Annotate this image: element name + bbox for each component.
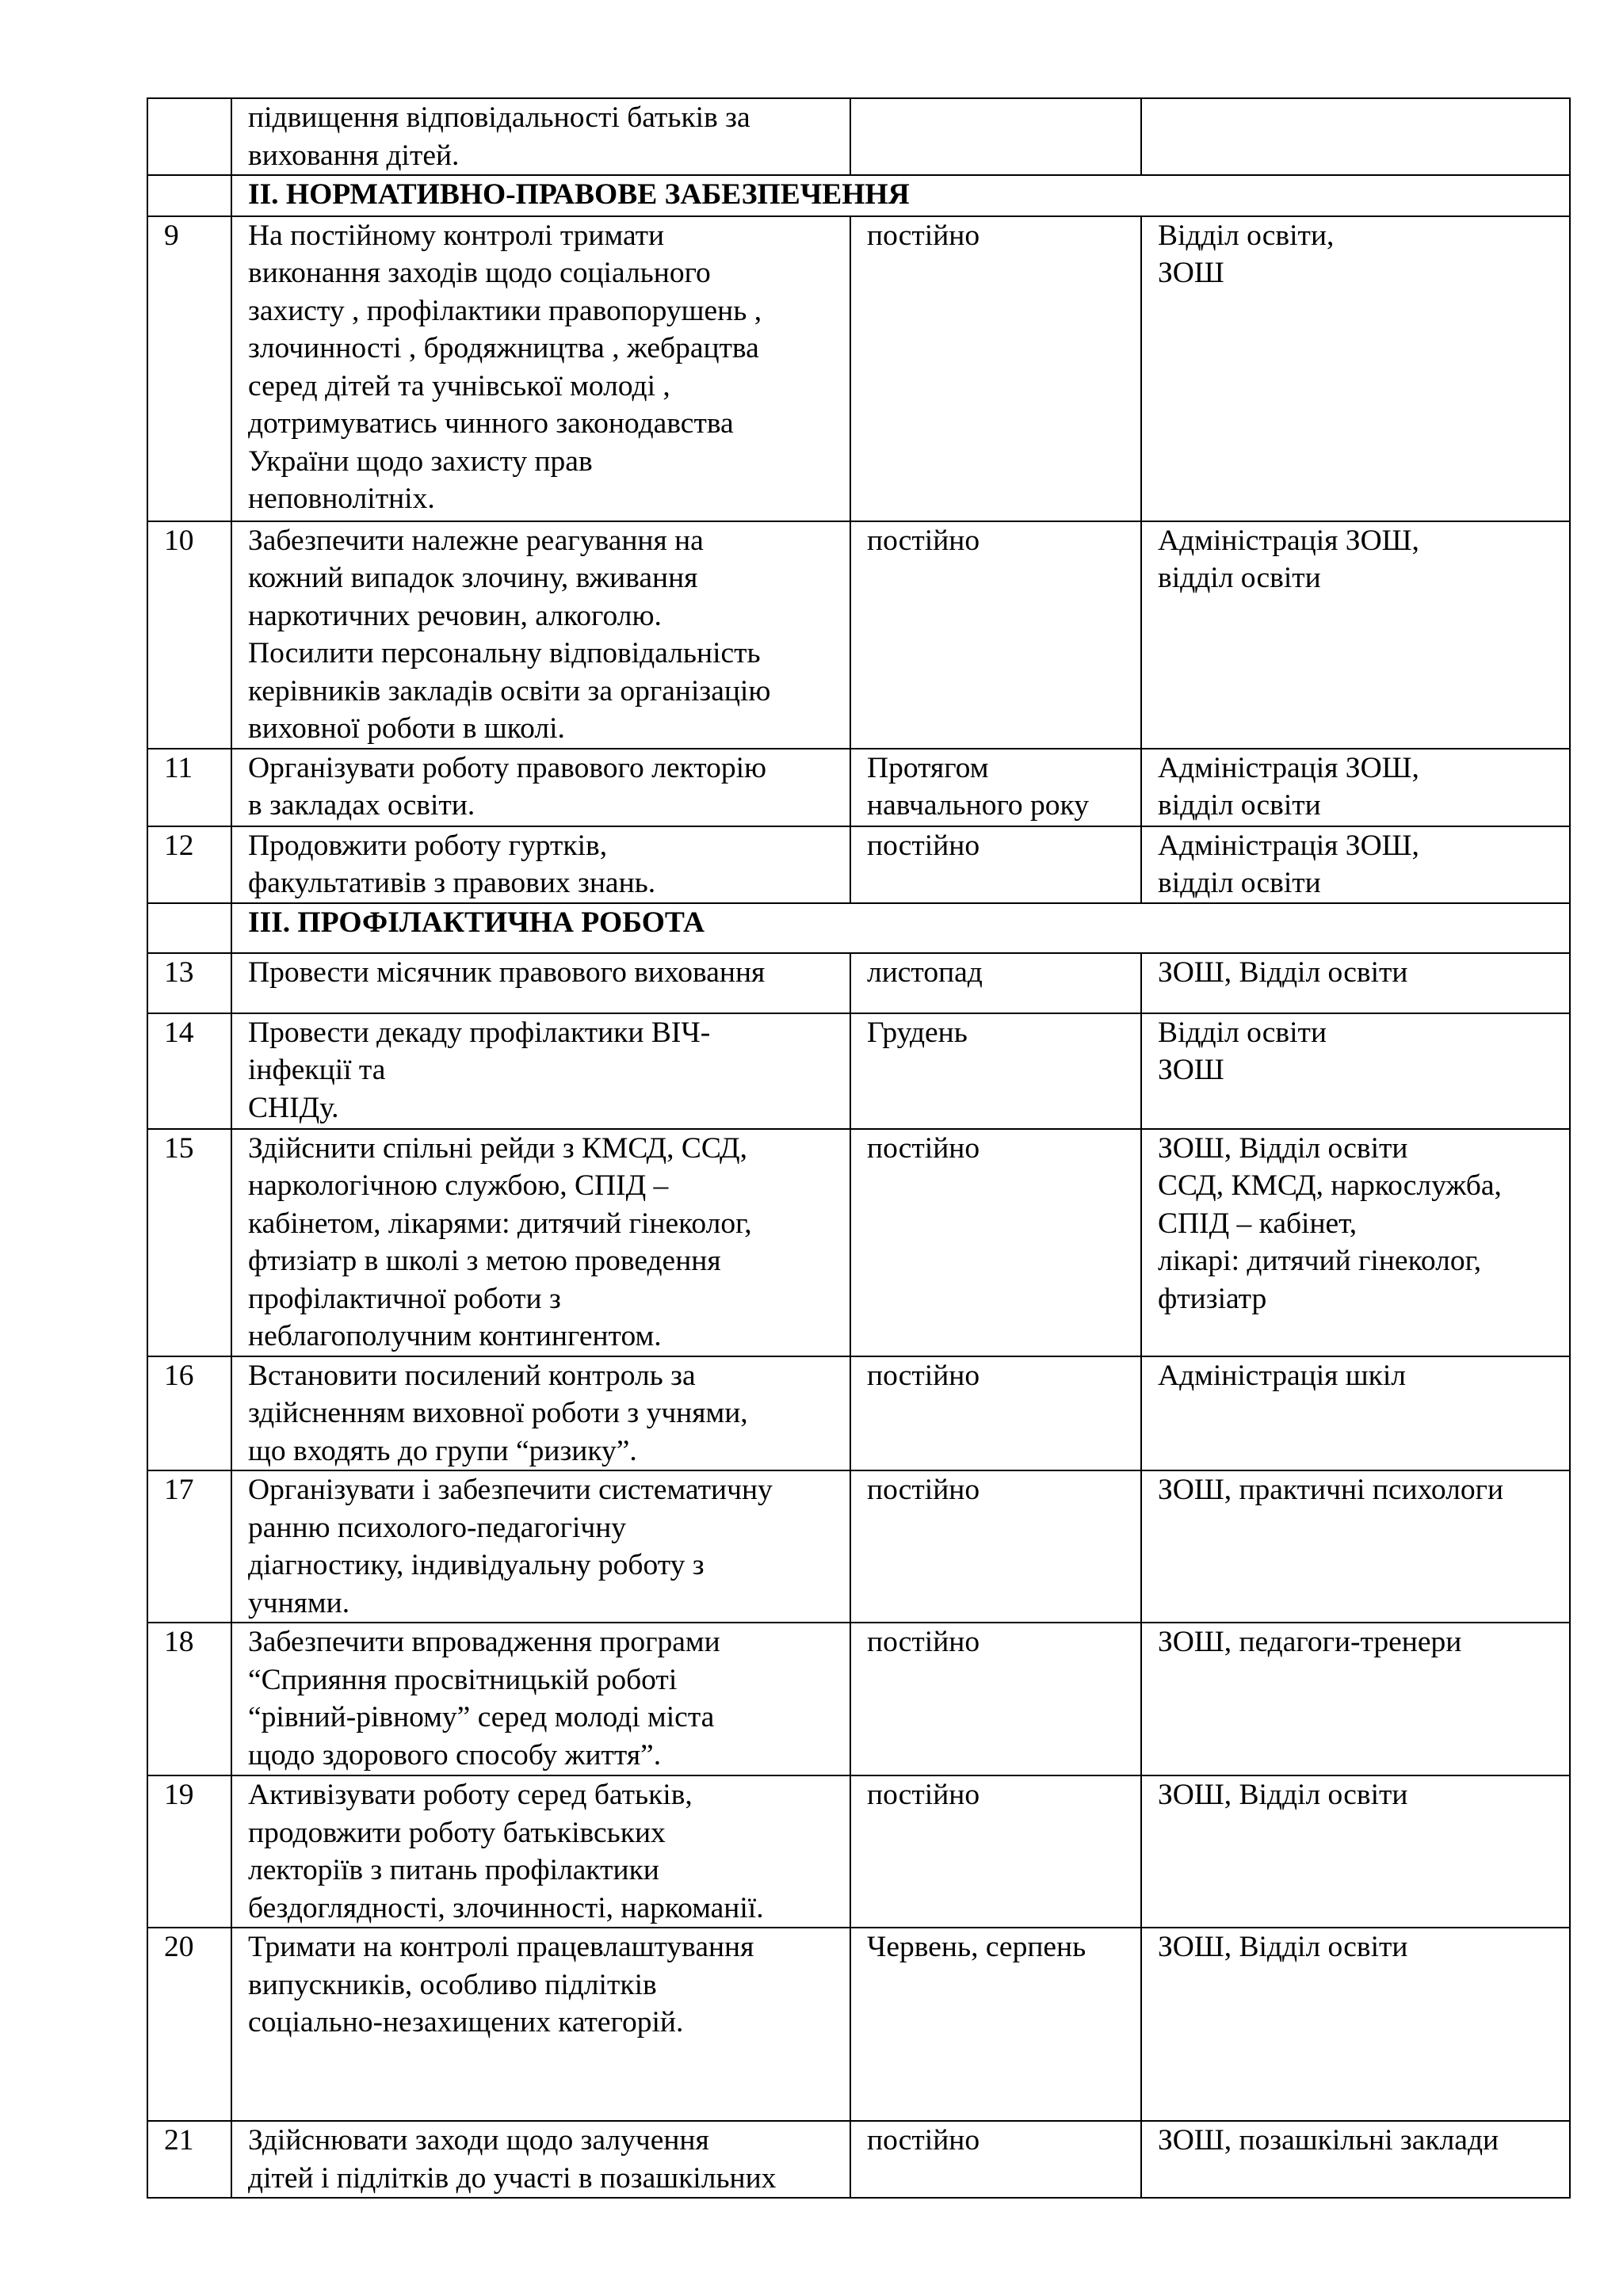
term-cell <box>850 98 1141 175</box>
responsible-cell: Адміністрація ЗОШ, відділ освіти <box>1141 521 1570 749</box>
responsible-cell: Адміністрація ЗОШ, відділ освіти <box>1141 826 1570 903</box>
row-number-cell: 20 <box>147 1928 231 2121</box>
task-cell: Забезпечити належне реагування на кожний випадок злочину, вживання наркотичних речовин, алкоголю. Посилити персональну відповідальність керівників закладів освіти за організацію виховної роботи в школі. <box>231 521 850 749</box>
task-cell: Здійснювати заходи щодо залучення дітей і підлітків до участі в позашкільних <box>231 2121 850 2198</box>
row-number-cell: 16 <box>147 1356 231 1471</box>
responsible-cell: Відділ освіти ЗОШ <box>1141 1013 1570 1129</box>
term-cell: Протягом навчального року <box>850 749 1141 826</box>
responsible-cell: ЗОШ, Відділ освіти ССД, КМСД, наркослужба, СПІД – кабінет, лікарі: дитячий гінеколог, фтизіатр <box>1141 1129 1570 1356</box>
table-body <box>147 98 1570 2198</box>
term-cell: Грудень <box>850 1013 1141 1129</box>
task-cell: Організувати роботу правового лекторію в закладах освіти. <box>231 749 850 826</box>
row-number-cell: 10 <box>147 521 231 749</box>
row-number-cell: 15 <box>147 1129 231 1356</box>
term-cell: постійно <box>850 2121 1141 2198</box>
table-row <box>147 953 1570 1013</box>
responsible-cell: Адміністрація ЗОШ, відділ освіти <box>1141 749 1570 826</box>
term-cell: постійно <box>850 521 1141 749</box>
row-number-cell: 21 <box>147 2121 231 2198</box>
table-row <box>147 749 1570 826</box>
term-cell: постійно <box>850 1775 1141 1928</box>
task-cell: Організувати і забезпечити систематичну ранню психолого-педагогічну діагностику, індивідуальну роботу з учнями. <box>231 1470 850 1623</box>
task-cell: Тримати на контролі працевлаштування випускників, особливо підлітків соціально-незахищених категорій. <box>231 1928 850 2121</box>
responsible-cell: ЗОШ, Відділ освіти <box>1141 1928 1570 2121</box>
task-cell: Встановити посилений контроль за здійсненням виховної роботи з учнями, що входять до групи “ризику”. <box>231 1356 850 1471</box>
task-cell: Здійснити спільні рейди з КМСД, ССД, наркологічною службою, СПІД – кабінетом, лікарями: дитячий гінеколог, фтизіатр в школі з метою проведення профілактичної роботи з неблагополучним контингентом. <box>231 1129 850 1356</box>
term-cell: листопад <box>850 953 1141 1013</box>
task-cell: На постійному контролі тримати виконання заходів щодо соціального захисту , профілактики правопорушень , злочинності , бродяжництва , жебрацтва серед дітей та учнівської молоді , дотримуватись чинного законодавства України щодо захисту прав неповнолітніх. <box>231 216 850 521</box>
term-cell: постійно <box>850 826 1141 903</box>
section-title: ІІІ. ПРОФІЛАКТИЧНА РОБОТА <box>231 903 1570 953</box>
row-number-cell: 12 <box>147 826 231 903</box>
table-row <box>147 216 1570 521</box>
responsible-cell: Адміністрація шкіл <box>1141 1356 1570 1471</box>
term-cell: Червень, серпень <box>850 1928 1141 2121</box>
task-cell: Провести декаду профілактики ВІЧ- інфекції та СНІДу. <box>231 1013 850 1129</box>
row-number-cell <box>147 98 231 175</box>
row-number-cell: 9 <box>147 216 231 521</box>
row-number-cell: 11 <box>147 749 231 826</box>
responsible-cell: ЗОШ, Відділ освіти <box>1141 953 1570 1013</box>
term-cell: постійно <box>850 1623 1141 1775</box>
task-cell: Продовжити роботу гуртків, факультативів з правових знань. <box>231 826 850 903</box>
term-cell: постійно <box>850 1129 1141 1356</box>
term-cell: постійно <box>850 1356 1141 1471</box>
table-row <box>147 1623 1570 1775</box>
section-title: ІІ. НОРМАТИВНО-ПРАВОВЕ ЗАБЕЗПЕЧЕННЯ <box>231 175 1570 216</box>
table-row <box>147 1775 1570 1928</box>
table-row <box>147 1356 1570 1471</box>
task-cell: підвищення відповідальності батьків за виховання дітей. <box>231 98 850 175</box>
section-header-row <box>147 903 1570 953</box>
table-row <box>147 826 1570 903</box>
task-cell: Активізувати роботу серед батьків, продовжити роботу батьківських лекторіїв з питань профілактики бездоглядності, злочинності, наркоманії. <box>231 1775 850 1928</box>
responsible-cell: ЗОШ, педагоги-тренери <box>1141 1623 1570 1775</box>
task-cell: Забезпечити впровадження програми “Сприяння просвітницькій роботі “рівний-рівному” серед молоді міста щодо здорового способу життя”. <box>231 1623 850 1775</box>
row-number-cell: 13 <box>147 953 231 1013</box>
row-number-cell: 14 <box>147 1013 231 1129</box>
row-number-cell: 18 <box>147 1623 231 1775</box>
term-cell: постійно <box>850 1470 1141 1623</box>
table-row <box>147 521 1570 749</box>
row-number-cell: 19 <box>147 1775 231 1928</box>
section-number-cell <box>147 175 231 216</box>
table-row <box>147 1470 1570 1623</box>
responsible-cell: ЗОШ, практичні психологи <box>1141 1470 1570 1623</box>
responsible-cell: ЗОШ, позашкільні заклади <box>1141 2121 1570 2198</box>
responsible-cell: ЗОШ, Відділ освіти <box>1141 1775 1570 1928</box>
table-row <box>147 1928 1570 2121</box>
section-header-row <box>147 175 1570 216</box>
responsible-cell <box>1141 98 1570 175</box>
action-plan-table <box>147 97 1571 2199</box>
row-number-cell: 17 <box>147 1470 231 1623</box>
section-number-cell <box>147 903 231 953</box>
table-row <box>147 1013 1570 1129</box>
task-cell: Провести місячник правового виховання <box>231 953 850 1013</box>
table-row <box>147 1129 1570 1356</box>
table-row <box>147 98 1570 175</box>
term-cell: постійно <box>850 216 1141 521</box>
table-row <box>147 2121 1570 2198</box>
responsible-cell: Відділ освіти, ЗОШ <box>1141 216 1570 521</box>
